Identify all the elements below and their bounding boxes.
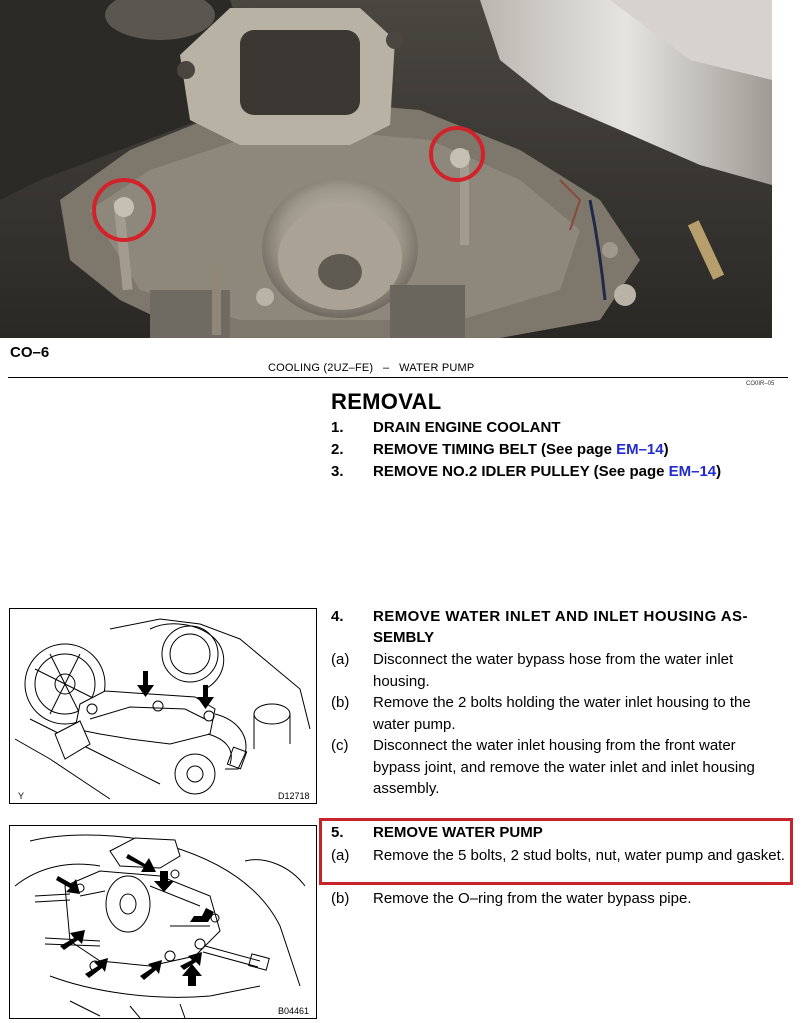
step-number: 3. xyxy=(331,463,344,480)
page-link-em14[interactable]: EM–14 xyxy=(668,463,717,480)
removal-heading: REMOVAL xyxy=(331,389,442,414)
sub-text: Remove the 5 bolts, 2 stud bolts, nut, water pump and gasket. xyxy=(373,847,785,864)
step-title-line2: SEMBLY xyxy=(373,629,435,646)
figure-id: B04461 xyxy=(278,1006,310,1016)
sub-text: Disconnect the water bypass hose from the water inlet housing. xyxy=(373,651,734,690)
step-number: 4. xyxy=(331,608,344,625)
figure-id: D12718 xyxy=(278,791,310,801)
sub-label: (c) xyxy=(331,737,349,754)
engine-photo-drawing xyxy=(0,0,772,338)
section-title: COOLING (2UZ–FE) – WATER PUMP xyxy=(268,362,475,374)
sub-text: Disconnect the water inlet housing from the front water bypass joint, and remove the water inlet and inlet housing assembly. xyxy=(373,737,755,797)
sub-label: (b) xyxy=(331,890,350,907)
sub-text: Remove the O–ring from the water bypass pipe. xyxy=(373,890,692,907)
step-number: 5. xyxy=(331,824,344,841)
step-number: 2. xyxy=(331,441,344,458)
water-pump-diagram xyxy=(10,826,316,1018)
header-rule xyxy=(8,377,788,378)
figure-water-inlet-housing xyxy=(9,608,317,804)
step-text-main: REMOVE TIMING BELT (See page xyxy=(373,441,617,458)
step-text xyxy=(373,461,721,482)
step-text-main: REMOVE NO.2 IDLER PULLEY (See page xyxy=(373,463,669,480)
red-highlight-box xyxy=(319,818,793,885)
step-text-suffix: ) xyxy=(663,441,669,458)
sub-text: Remove the 2 bolts holding the water inlet housing to the water pump. xyxy=(373,694,751,733)
step-text xyxy=(373,439,669,460)
sub-label: (a) xyxy=(331,847,350,864)
step-text-suffix: ) xyxy=(716,463,722,480)
document-code: CO0IR–05 xyxy=(746,381,775,387)
water-inlet-diagram xyxy=(10,609,316,803)
page-number: CO–6 xyxy=(10,344,50,361)
step-title-line1: REMOVE WATER INLET AND INLET HOUSING AS‑ xyxy=(373,608,748,625)
step-number: 1. xyxy=(331,419,344,436)
page-link-em14[interactable]: EM–14 xyxy=(616,441,664,458)
sub-label: (a) xyxy=(331,651,350,668)
step-text: DRAIN ENGINE COOLANT xyxy=(373,419,561,436)
engine-photo xyxy=(0,0,772,338)
sub-label: (b) xyxy=(331,694,350,711)
figure-corner-label: Y xyxy=(18,791,25,801)
figure-water-pump xyxy=(9,825,317,1019)
step-title: REMOVE WATER PUMP xyxy=(373,824,543,841)
